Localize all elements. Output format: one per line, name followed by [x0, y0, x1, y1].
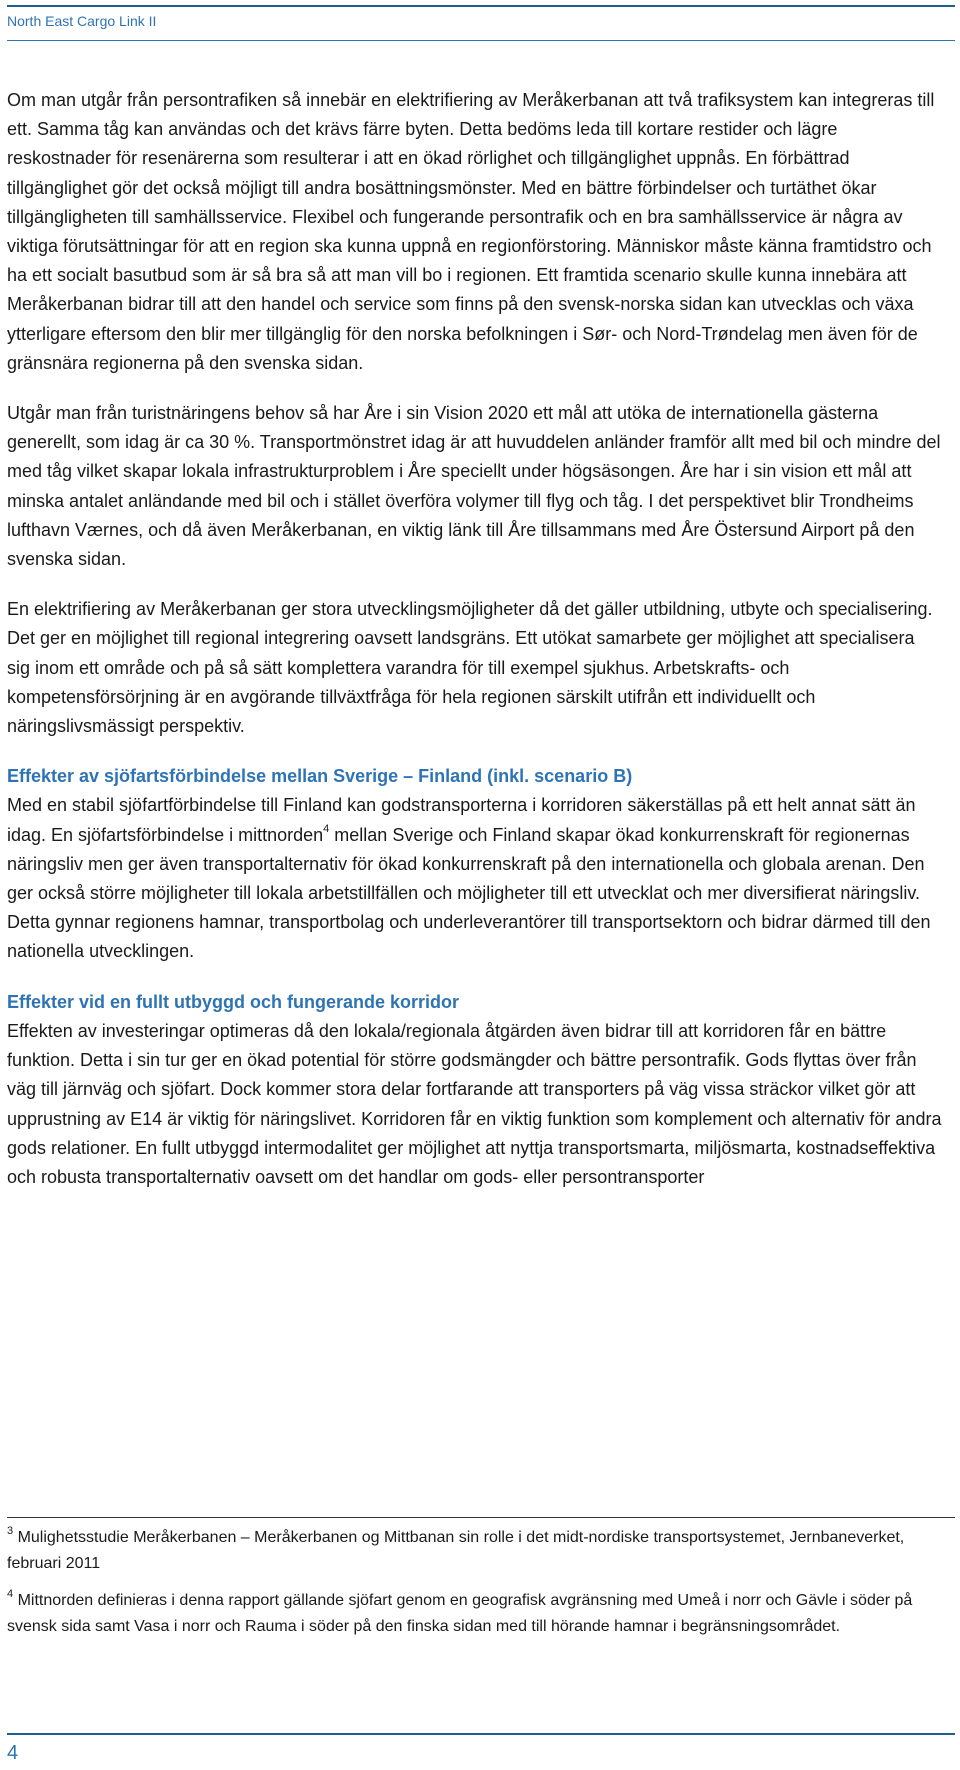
paragraph-sjofart [7, 791, 942, 966]
footnote-4-mark: 4 [7, 1587, 14, 1600]
footnote-3 [7, 1525, 942, 1577]
footnote-3-text: Mulighetsstudie Meråkerbanen – Meråkerbanen og Mittbanan sin rolle i det midt-nordiske transportsystemet, Jernbaneverket, februari 2011 [7, 1529, 905, 1572]
section-heading-sjofart: Effekter av sjöfartsförbindelse mellan Sverige – Finland (inkl. scenario B) [7, 766, 633, 787]
body-content [7, 86, 942, 1213]
paragraph-turistnaring: Utgår man från turistnäringens behov så har Åre i sin Vision 2020 ett mål att utöka de internationella gästerna generellt, som idag är ca 30 %. Transportmönstret idag är att huvuddelen anländer framför allt med bil och mindre del med tåg vilket skapar lokala infrastrukturproblem i Åre speciellt under högsäsongen. Åre har i sin vision ett mål att minska antalet anländande med bil och i stället överföra volymer till flyg och tåg. I det perspektivet blir Trondheims lufthavn Værnes, och då även Meråkerbanan, en viktig länk till Åre tillsammans med Åre Östersund Airport på den svenska sidan. [7, 403, 941, 570]
footnote-4 [7, 1588, 942, 1640]
footnotes [7, 1525, 942, 1651]
paragraph-korridor: Effekten av investeringar optimeras då den lokala/regionala åtgärden även bidrar till att korridoren får en bättre funktion. Detta i sin tur ger en ökad potential för större godsmängder och bättre persontrafik. Gods flyttas över från väg till järnväg och sjöfart. Dock kommer stora delar fortfarande att transporters på väg vissa sträckor vilket gör att upprustning av E14 är viktig för näringslivet. Korridoren får en viktig funktion som komplement och alternativ för andra gods relationer. En fullt utbyggd intermodalitet ger möjlighet att nyttja transportsmarta, miljösmarta, kostnadseffektiva och robusta transportalternativ oavsett om det handlar om gods- eller persontransporter [7, 1020, 942, 1187]
paragraph-sjofart-part-b: mellan Sverige och Finland skapar ökad konkurrenskraft för regionernas näringsliv men ger även transportalternativ för ökad konkurrenskraft på den internationella och globala arenan. Den ger också större möjligheter till lokala arbetstillfällen och möjligheter till ett utvecklat och mer diversifierat näringsliv. Detta gynnar regionens hamnar, transportbolag och underleverantörer till transportsektorn och bidrar därmed till den nationella utvecklingen. [7, 824, 931, 962]
header-top-rule [7, 5, 955, 7]
footnote-separator [7, 1517, 955, 1518]
paragraph-persontrafik: Om man utgår från persontrafiken så innebär en elektrifiering av Meråkerbanan att två trafiksystem kan integreras till ett. Samma tåg kan användas och det krävs färre byten. Detta bedöms leda till kortare restider och lägre reskostnader för resenärerna som resulterar i att en ökad rörlighet och tillgänglighet uppnås. En förbättrad tillgänglighet gör det också möjligt till andra bosättningsmönster. Med en bättre förbindelser och turtäthet ökar tillgängligheten till samhällsservice. Flexibel och fungerande persontrafik och en bra samhällsservice är några av viktiga förutsättningar för att en region ska kunna uppnå en regionförstoring. Människor måste känna framtidstro och ha ett socialt basutbud som är så bra så att man vill bo i regionen. Ett framtida scenario skulle kunna innebära att Meråkerbanan bidrar till att den handel och service som finns på den svensk-norska sidan kan utvecklas och växa ytterligare eftersom den blir mer tillgänglig för den norska befolkningen i Sør- och Nord-Trøndelag men även för de gränsnära regionerna på den svenska sidan. [7, 90, 935, 373]
paragraph-utveckling: En elektrifiering av Meråkerbanan ger stora utvecklingsmöjligheter då det gäller utbildning, utbyte och specialisering. Det ger en möjlighet till regional integrering oavsett landsgräns. Ett utökat samarbete ger möjlighet att specialisera sig inom ett område och på så sätt komplettera varandra för till exempel sjukhus. Arbetskrafts- och kompetensförsörjning är en avgörande tillväxtfråga för hela regionen särskilt utifrån ett individuellt och näringslivsmässigt perspektiv. [7, 599, 933, 737]
header-bottom-rule [7, 40, 955, 41]
page-number: 4 [7, 1742, 19, 1764]
paragraph-sjofart-part-a: Med en stabil sjöfartförbindelse till Finland kan godstransporterna i korridoren säkerställas på ett helt annat sätt än idag. En sjöfartsförbindelse i mittnorden [7, 795, 916, 845]
footnote-3-mark: 3 [7, 1524, 14, 1537]
footnote-reference-4[interactable]: 4 [323, 822, 330, 835]
footer-rule [7, 1733, 955, 1735]
section-heading-korridor: Effekter vid en fullt utbyggd och fungerande korridor [7, 991, 460, 1012]
running-header-title: North East Cargo Link II [7, 13, 157, 29]
footnote-4-text: Mittnorden definieras i denna rapport gällande sjöfart genom en geografisk avgränsning med Umeå i norr och Gävle i söder på svensk sida samt Vasa i norr och Rauma i söder på den finska sidan med till hörande hamnar i begränsningsområdet. [7, 1592, 913, 1635]
